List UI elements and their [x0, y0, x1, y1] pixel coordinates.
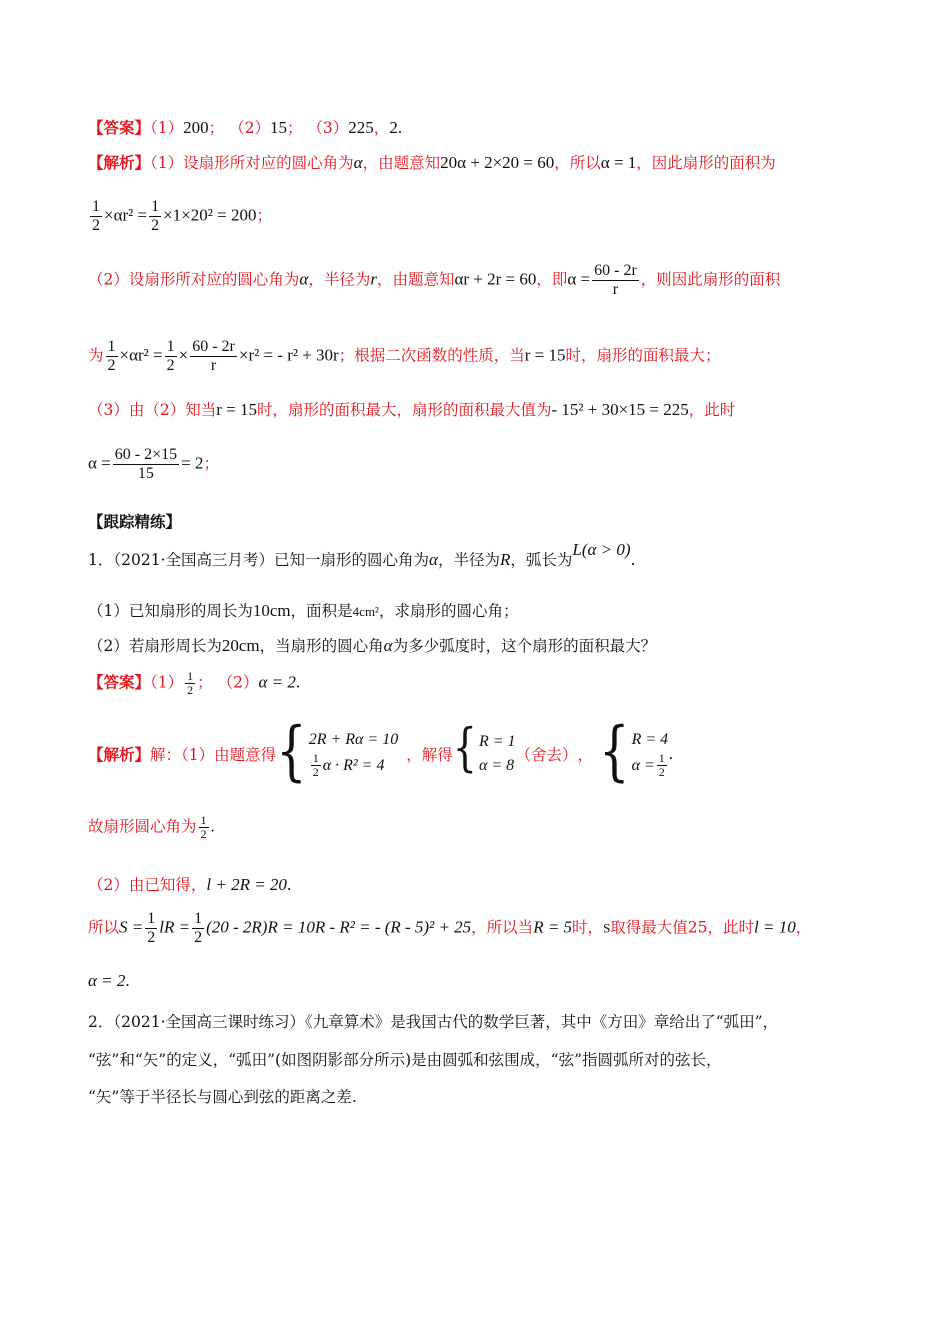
equation-system: { R = 1 α = 8 [453, 730, 516, 778]
question-2-line-3: “矢”等于半径长与圆心到弦的距离之差. [88, 1088, 357, 1106]
fraction: $\frac{1}{2}$ [658, 751, 665, 779]
analysis2-line-5: α = 2. [88, 971, 130, 990]
equation-system: { R = 4 α = $\frac{1}{2}$ [599, 713, 669, 790]
analysis2-line-4: 所以S = $\frac{1}{2}$ lR = $\frac{1}{2}$ (20 - 2R)R = 10R - R² = - (R - 5)² + 25，所以当R = 5时，S取得最大值25，此时l = 10， [88, 910, 812, 946]
analysis2-line-3: （2）由已知得，l + 2R = 20. [88, 875, 292, 894]
question-2-line-2: “弦”和“矢”的定义，“弧田”(如图阴影部分所示)是由圆弧和弦围成，“弦”指圆弧所对的弦长， [88, 1051, 722, 1069]
analysis-line-5: （3）由（2）知当r = 15时，扇形的面积最大，扇形的面积最大值为- 15² + 30×15 = 225，此时 [88, 400, 736, 419]
answer-tag: 【答案】 [88, 672, 151, 692]
analysis-tag: 【解析】 [88, 744, 151, 764]
analysis-line-1: 【解析】（1）设扇形所对应的圆心角为α，由题意知20α + 2×20 = 60，所以α = 1，因此扇形的面积为 [88, 153, 776, 172]
analysis-line-4: 为 $\frac{1}{2}$ ×αr² = $\frac{1}{2}$ × $\frac{60 - 2r}{r}$ ×r² = - r² + 30r；根据二次函数的性质，当r = 15时，扇形的面积最大； [88, 338, 721, 374]
fraction: $\frac{1}{2}$ [200, 813, 207, 841]
analysis2-line-2: 故扇形圆心角为 $\frac{1}{2}$ . [88, 813, 215, 841]
answer-tag: 【答案】 [88, 118, 151, 137]
question-1: 1．（2021·全国高三月考）已知一扇形的圆心角为α，半径为R，弧长为L(α > 0). [88, 540, 636, 569]
fraction: $\frac{1}{2}$ [107, 338, 116, 374]
question-1-part-2: （2）若扇形周长为20cm，当扇形的圆心角α为多少弧度时，这个扇形的面积最大？ [88, 636, 657, 655]
fraction: $\frac{1}{2}$ [166, 338, 175, 374]
analysis-tag: 【解析】 [88, 153, 151, 172]
equation-system: { 2R + Rα = 10 $\frac{1}{2}$ α · R² = 4 [276, 713, 399, 790]
answer-line-1: 【答案】（1）200； （2）15； （3）225，2. [88, 118, 403, 137]
brace-icon: { [599, 713, 630, 790]
analysis-line-6: α = $\frac{60 - 2\times 15}{15}$ = 2； [88, 446, 219, 482]
brace-icon: { [452, 717, 477, 777]
answer-line-2: 【答案】（1） $\frac{1}{2}$ ； （2）α = 2. [88, 669, 301, 697]
analysis-line-3: （2）设扇形所对应的圆心角为α，半径为r，由题意知αr + 2r = 60，即α = $\frac{60 - 2r}{r}$ ，则因此扇形的面积 [88, 262, 781, 298]
fraction: $\frac{1}{2}$ [92, 198, 100, 234]
fraction: $\frac{60 - 2\times 15}{15}$ [114, 446, 178, 482]
question-2-line-1: 2．（2021·全国高三课时练习）《九章算术》是我国古代的数学巨著，其中《方田》章给出了“弧田”， [88, 1013, 779, 1031]
fraction: $\frac{1}{2}$ [312, 751, 319, 779]
brace-icon: { [276, 713, 307, 790]
analysis-line-2: $\frac{1}{2}$ ×αr² = $\frac{1}{2}$ ×1×20² = 200； [92, 198, 272, 234]
fraction: $\frac{1}{2}$ [187, 669, 194, 697]
question-1-part-1: （1）已知扇形的周长为10cm，面积是4cm²，求扇形的圆心角； [88, 601, 519, 620]
section-title: 【跟踪精练】 [88, 512, 182, 531]
fraction: $\frac{1}{2}$ [151, 198, 160, 234]
fraction: $\frac{1}{2}$ [147, 910, 156, 946]
fraction: $\frac{60 - 2r}{r}$ [192, 338, 235, 374]
analysis2-line-1: 【解析】 解：（1）由题意得 { 2R + Rα = 10 $\frac{1}{2}$ α · R² = 4 ，解得 { R = 1 α = 8 （舍去） ， { R = 4 α = $\frac{1}{2}$ . [88, 713, 674, 790]
fraction: $\frac{1}{2}$ [194, 910, 203, 946]
fraction: $\frac{60 - 2r}{r}$ [594, 262, 637, 298]
